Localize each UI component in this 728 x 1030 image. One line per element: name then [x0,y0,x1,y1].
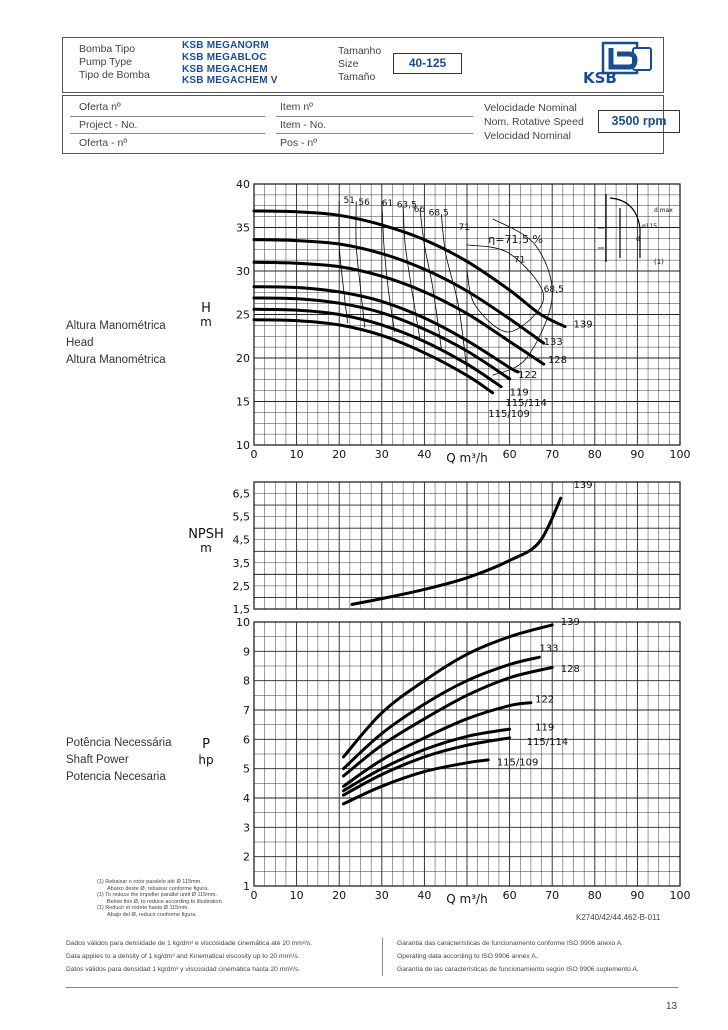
y-tick-label: 4,5 [232,533,250,547]
y-axis-unit: m [200,541,212,555]
y-tick-label: 4 [243,792,250,805]
footnote-pt-1: (1) Rebaixar o rotor paralelo até Ø 115mm. [97,879,202,885]
y-tick-label: 35 [236,221,250,235]
x-tick-label: 30 [374,448,389,461]
offer-label-es: Oferta - nº [79,137,128,149]
pump-model-3: KSB MEGACHEM [182,64,268,75]
head-label-pt: Altura Manométrica [66,320,166,332]
y-tick-label: 8 [243,674,250,688]
y-axis-label: NPSH [188,527,224,542]
curve-label: 128 [560,663,580,675]
x-tick-label: 100 [669,448,691,461]
curve-label: 119 [535,722,555,734]
impeller-inset-drawing [606,194,640,262]
curve-133 [254,240,544,344]
x-axis-label: Q m³/h [446,892,488,906]
head-label-es: Altura Manométrica [66,354,166,366]
y-axis-unit: m [200,315,212,329]
efficiency-label: 71 [458,223,470,234]
y-tick-label: 5 [243,762,250,776]
power-label-en: Shaft Power [66,754,129,766]
y-tick-label: 1,5 [232,603,250,616]
x-tick-label: 90 [630,448,645,461]
y-tick-label: 5,5 [232,510,250,524]
y-tick-label: 6 [243,733,250,747]
pump-model-1: KSB MEGANORM [182,40,269,51]
pump-model-4: KSB MEGACHEM V [182,75,278,86]
size-label-es: Tamaño [338,71,376,83]
curve-label: 133 [543,336,563,348]
offer-label-en: Project - No. [79,119,138,131]
curve-label: 139 [560,616,580,628]
efficiency-label: 68,5 [428,208,449,219]
x-tick-label: 70 [545,889,560,902]
y-tick-label: 3 [243,821,250,835]
size-label-en: Size [338,58,359,70]
x-tick-label: 60 [502,889,517,902]
pump-model-2: KSB MEGABLOC [182,52,267,63]
item-label-es: Pos - nº [280,137,318,149]
y-axis-unit: hp [198,753,214,767]
x-tick-label: 20 [332,889,347,902]
y-tick-label: 3,5 [232,556,250,570]
logo-text: KSB [583,69,617,87]
y-tick-label: 2,5 [232,579,250,593]
curve-label: 128 [547,355,568,367]
footer-divider [382,938,383,976]
speed-label-es: Velocidad Nominal [484,130,571,142]
efficiency-label: 71 [513,255,526,266]
x-tick-label: 90 [630,889,645,902]
curve-label: 139 [573,319,593,331]
pump-type-label-pt: Bomba Tipo [79,43,136,55]
pump-type-label-es: Tipo de Bomba [79,69,150,81]
x-tick-label: 10 [289,448,304,461]
footnote-en-1: (1) To reduce the impeller parallel until Ø 115mm. [97,892,217,899]
footer-right-en: Operating data according to ISO 9906 annex A. [397,953,538,960]
curve-label: 115/109 [488,409,530,421]
speed-label-en: Nom. Rotative Speed [484,116,584,128]
efficiency-label: 68,5 [543,284,564,295]
y-tick-label: 40 [236,178,250,191]
power-label-pt: Potência Necessária [66,737,172,749]
page-number: 13 [666,1001,678,1012]
y-tick-label: 9 [243,645,250,659]
y-tick-label: 1 [243,880,250,893]
footer-left-es: Datos válidos para densidad 1 kg/dm³ y viscosidad cinemática hasta 20 mm²/s. [66,966,301,973]
y-tick-label: 10 [236,439,250,452]
inset-label-d: d [636,236,640,243]
footer-left-pt: Dados válidos para densidade de 1 kg/dm³ e viscosidade cinemática até 20 mm²/s. [66,940,313,947]
item-label-pt: Item nº [280,101,314,113]
efficiency-label: η=71,5 % [488,233,543,247]
x-tick-label: 80 [587,889,602,902]
curve-label: 133 [539,643,559,655]
x-tick-label: 0 [250,889,258,902]
y-axis-label: P [202,737,210,752]
y-tick-label: 10 [236,616,250,629]
footer-right-es: Garantía de las características de funcionamiento según ISO 9906 suplemento A. [397,966,639,973]
inset-label-note: (1) [654,258,664,266]
footnote-es-1: (1) Reducir el rodete hasta Ø 115mm. [97,905,189,912]
footnote-pt-2: Abaixo deste Ø, rebaixar conforme figura. [107,885,209,892]
x-axis-label: Q m³/h [446,451,488,465]
pump-type-label-en: Pump Type [79,56,132,68]
y-tick-label: 20 [236,352,250,365]
x-tick-label: 0 [250,448,258,461]
y-tick-label: 15 [236,395,250,409]
speed-value: 3500 rpm [598,110,680,133]
inset-label-d115: ø115 [642,223,658,230]
curve-label: 139 [573,479,593,491]
curve-label: 122 [518,370,538,382]
footer-right-pt: Garantia das características de funcionamento conforme ISO 9906 anexo A. [397,940,624,947]
footer-left-en: Data applies to a density of 1 kg/dm³ and Kinematical viscosity up to 20 mm²/s. [66,953,300,960]
size-label-pt: Tamanho [338,45,382,57]
inset-label-dmax: d max [654,207,673,214]
x-tick-label: 40 [417,889,432,902]
efficiency-label: 61 [381,198,394,209]
efficiency-label: 56 [358,197,370,208]
y-tick-label: 2 [243,850,250,864]
y-tick-label: 7 [243,704,250,717]
y-axis-label: H [201,301,211,316]
item-label-en: Item - No. [280,119,327,131]
x-tick-label: 20 [332,448,347,461]
curve-115-109 [254,320,493,393]
y-tick-label: 30 [236,265,250,278]
x-tick-label: 100 [669,889,691,902]
curve-label: 122 [535,694,555,706]
footnote-en-2: Below this Ø, to reduce according to illustration. [107,898,224,905]
efficiency-label: 51 [343,196,355,207]
curve-label: 115/114 [526,737,569,749]
x-tick-label: 10 [289,889,304,902]
curve-label: 115/109 [496,757,539,769]
speed-label-pt: Velocidade Nominal [484,102,577,114]
x-tick-label: 40 [417,448,432,461]
offer-label-pt: Oferta nº [79,101,121,113]
x-tick-label: 30 [374,889,389,902]
x-tick-label: 60 [502,448,517,461]
x-tick-label: 80 [587,448,602,461]
size-value: 40-125 [393,53,462,74]
y-tick-label: 6,5 [232,487,250,501]
y-tick-label: 25 [236,308,250,322]
power-label-es: Potencia Necesaria [66,771,166,783]
impeller-inset-hatch [598,228,604,248]
efficiency-label: 63,5 [396,200,417,211]
footnote-es-2: Abajo del Ø, reducir conforme figura. [107,911,197,918]
curve-label: 119 [509,387,529,399]
head-label-en: Head [66,337,94,349]
impeller-footnote [97,879,223,919]
curve-label: 115/114 [505,397,547,409]
x-tick-label: 70 [545,448,560,461]
footer-rule [66,987,678,988]
doc-code: K2740/42/44.462-B-011 [576,913,661,922]
efficiency-label: 66 [413,204,426,215]
